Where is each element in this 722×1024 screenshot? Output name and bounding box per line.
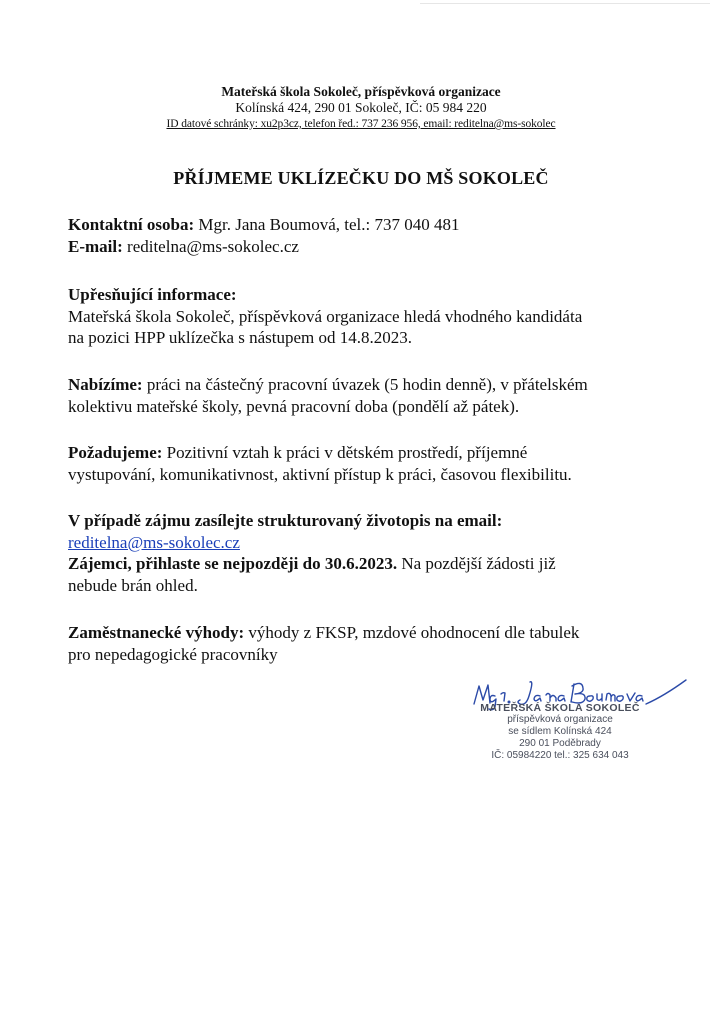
stamp-line-3: 290 01 Poděbrady xyxy=(519,738,601,749)
stamp-line-1: příspěvková organizace xyxy=(507,714,613,725)
email-value: reditelna@ms-sokolec.cz xyxy=(127,236,299,256)
deadline-rest: Na pozdější žádosti již xyxy=(401,554,556,573)
offer-line-1: práci na částečný pracovní úvazek (5 hodin denně), v přátelském xyxy=(146,375,588,394)
apply-section xyxy=(68,510,688,596)
info-line-2: na pozici HPP uklízečka s nástupem od 14.8.2023. xyxy=(68,328,413,347)
school-address: Kolínská 424, 290 01 Sokoleč, IČ: 05 984 220 xyxy=(235,100,487,115)
letterhead xyxy=(0,84,722,132)
requirements-line-2: vystupování, komunikativnost, aktivní přístup k práci, časovou flexibilitu. xyxy=(68,464,572,484)
contact-person-value: Mgr. Jana Boumová, tel.: 737 040 481 xyxy=(198,215,460,234)
requirements-label: Požadujeme: xyxy=(68,443,163,462)
apply-email-link[interactable]: reditelna@ms-sokolec.cz xyxy=(68,532,240,552)
offer-section xyxy=(68,374,688,417)
scan-edge-line xyxy=(420,3,710,4)
deadline-bold: Zájemci, přihlaste se nejpozději do 30.6.2023. xyxy=(68,554,398,573)
info-label: Upřesňující informace: xyxy=(68,285,237,304)
offer-line-2: kolektivu mateřské školy, pevná pracovní doba (pondělí až pátek). xyxy=(68,396,520,416)
stamp-name: MATEŘSKÁ ŠKOLA SOKOLEČ xyxy=(480,702,640,714)
contact-person-label: Kontaktní osoba: xyxy=(68,215,195,234)
email-label: E-mail: xyxy=(68,236,123,256)
info-line-1: Mateřská škola Sokoleč, příspěvková organizace hledá vhodného kandidáta xyxy=(68,306,583,326)
requirements-line-1: Pozitivní vztah k práci v dětském prostředí, příjemné xyxy=(166,443,528,462)
contact-section xyxy=(68,214,688,257)
benefits-label: Zaměstnanecké výhody: xyxy=(68,623,245,642)
school-contact: ID datové schránky: xu2p3cz, telefon řed.: 737 236 956, email: reditelna@ms-sokolec xyxy=(166,118,556,130)
benefits-section xyxy=(68,622,688,665)
offer-label: Nabízíme: xyxy=(68,375,143,394)
page-title: PŘÍJMEME UKLÍZEČKU DO MŠ SOKOLEČ xyxy=(173,168,549,188)
apply-line-4: nebude brán ohled. xyxy=(68,575,198,595)
benefits-line-1: výhody z FKSP, mzdové ohodnocení dle tabulek xyxy=(248,623,580,642)
stamp-line-4: IČ: 05984220 tel.: 325 634 043 xyxy=(491,750,629,761)
school-name: Mateřská škola Sokoleč, příspěvková organizace xyxy=(221,84,501,99)
apply-line-1: V případě zájmu zasílejte strukturovaný životopis na email: xyxy=(68,511,503,530)
stamp-line-2: se sídlem Kolínská 424 xyxy=(508,726,612,737)
info-section xyxy=(68,284,688,349)
requirements-section xyxy=(68,442,688,485)
benefits-line-2: pro nepedagogické pracovníky xyxy=(68,644,278,664)
